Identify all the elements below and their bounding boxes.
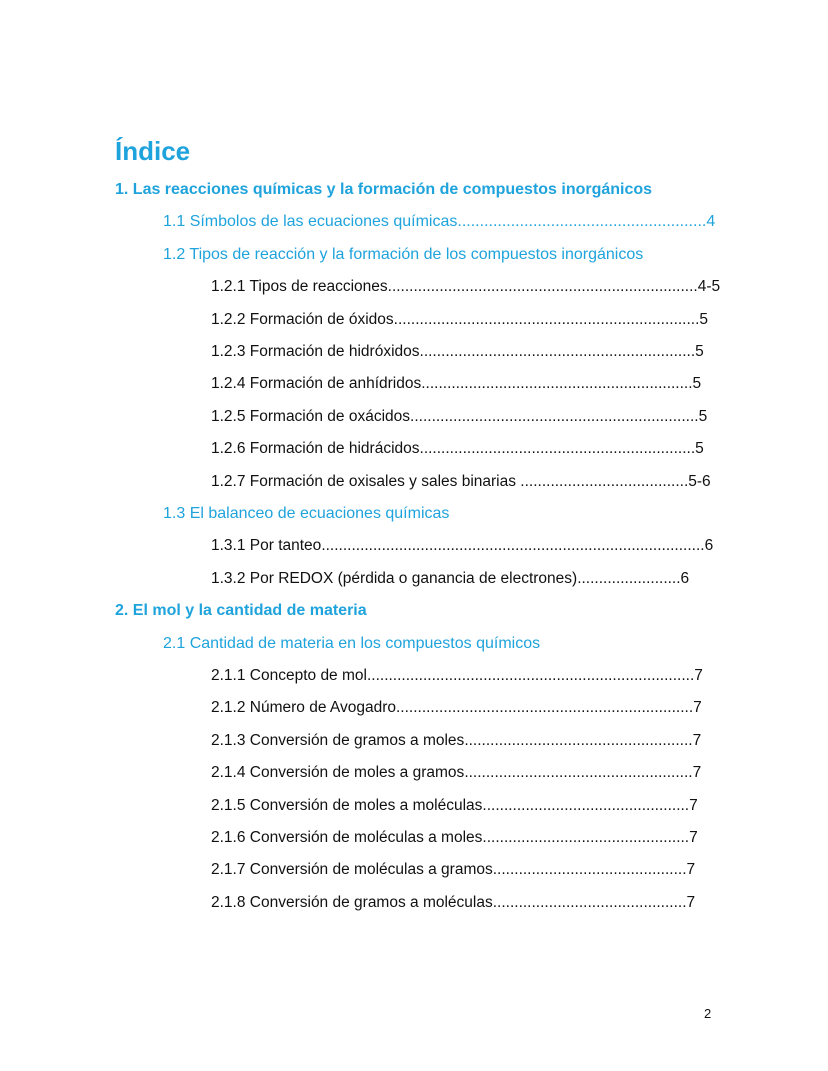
toc-entry-level-3 [211, 374, 701, 394]
toc-entry-text: 2.1.6 Conversión de moléculas a moles [211, 829, 483, 846]
toc-entry-level-2 [163, 212, 715, 232]
toc-entry-text: 2.1.1 Concepto de mol [211, 667, 367, 684]
toc-page-ref: 7 [692, 731, 702, 749]
toc-leader-dots: ............................................................................ [366, 667, 695, 684]
toc-page-ref: 5 [695, 343, 704, 360]
toc-page-ref: 7 [692, 764, 702, 782]
toc-page-ref: 7 [689, 829, 698, 846]
toc-page-ref: 6 [680, 569, 690, 587]
toc-page-ref: 5 [698, 407, 708, 425]
toc-entry-text: 1.2.3 Formación de hidróxidos [211, 343, 420, 360]
toc-entry-level-3 [211, 828, 698, 848]
toc-page-ref: 5 [699, 310, 709, 328]
toc-entry-level-2 [163, 634, 540, 654]
toc-entry-level-3 [211, 569, 689, 589]
toc-entry-level-3 [211, 472, 711, 492]
toc-leader-dots: ..................................................................... [395, 699, 694, 717]
toc-leader-dots: ........................ [577, 569, 681, 587]
toc-leader-dots: ....................................... [520, 472, 689, 490]
toc-page-ref: 4-5 [697, 278, 721, 296]
toc-page-ref: 5 [692, 375, 702, 393]
toc-entry-level-3 [211, 277, 720, 297]
toc-leader-dots: ................................................................ [419, 440, 696, 458]
toc-entry-level-2 [163, 245, 643, 265]
toc-leader-dots: ..................................................... [464, 764, 693, 782]
toc-entry-text: 2.1.8 Conversión de gramos a moléculas [211, 893, 493, 911]
toc-leader-dots: ............................................. [492, 893, 687, 911]
toc-entry-level-3 [211, 731, 701, 751]
toc-leader-dots: ..................................................... [464, 731, 693, 749]
toc-entry-level-3 [211, 698, 702, 718]
toc-leader-dots: ............................................................... [421, 375, 693, 393]
toc-leader-dots: ........................................................ [457, 213, 707, 231]
toc-leader-dots: ......................................................................................... [321, 537, 705, 555]
toc-entry-text: 1.2.4 Formación de anhídridos [211, 375, 422, 393]
toc-entry-text: 2.1.5 Conversión de moles a moléculas [211, 796, 483, 814]
toc-entry-text: 1.3.1 Por tanteo [211, 537, 322, 555]
toc-page-ref: 7 [689, 796, 698, 814]
toc-page-ref: 7 [694, 667, 703, 684]
toc-entry-text: 1.2.2 Formación de óxidos [211, 310, 394, 328]
toc-entry-text: 1.1 Símbolos de las ecuaciones químicas [163, 213, 458, 231]
toc-leader-dots: ....................................................................... [393, 310, 700, 328]
toc-page-ref: 6 [704, 537, 714, 555]
toc-entry-level-3 [211, 536, 713, 556]
toc-entry-text: 1.2.6 Formación de hidrácidos [211, 440, 420, 458]
toc-entry-level-3 [211, 342, 704, 362]
toc-entry-text: 2.1.3 Conversión de gramos a moles [211, 731, 465, 749]
toc-entry-level-3 [211, 439, 704, 459]
toc-leader-dots: ........................................................................ [387, 278, 698, 296]
toc-entry-text: 1. Las reacciones químicas y la formación de compuestos inorgánicos [115, 181, 653, 198]
toc-page-ref: 5-6 [688, 472, 711, 490]
toc-entry-text: 1.2.1 Tipos de reacciones [211, 278, 388, 296]
page-title: Índice [115, 136, 191, 166]
toc-entry-level-2 [163, 504, 449, 524]
toc-entry-level-3 [211, 893, 695, 913]
toc-entry-text: 2.1 Cantidad de materia en los compuestos químicos [163, 634, 541, 652]
toc-entry-level-1 [115, 180, 652, 200]
toc-page-ref: 7 [693, 699, 702, 717]
toc-leader-dots: ................................................ [482, 796, 690, 814]
toc-page-ref: 4 [706, 213, 716, 231]
toc-entry-text: 1.2 Tipos de reacción y la formación de los compuestos inorgánicos [163, 245, 644, 263]
toc-entry-level-3 [211, 796, 698, 816]
toc-page-ref: 7 [686, 861, 696, 879]
toc-page-ref: 5 [695, 440, 704, 458]
toc-entry-text: 2.1.7 Conversión de moléculas a gramos [211, 861, 493, 879]
page-number: 2 [704, 1006, 712, 1021]
toc-leader-dots: ................................................ [482, 829, 690, 846]
toc-entry-level-3 [211, 407, 707, 427]
toc-entry-text: 1.2.7 Formación de oxisales y sales binarias [211, 472, 521, 490]
toc-entry-text: 1.3 El balanceo de ecuaciones químicas [163, 505, 450, 522]
toc-entry-text: 2.1.4 Conversión de moles a gramos [211, 764, 465, 782]
toc-leader-dots: ................................................................... [410, 407, 699, 425]
toc-entry-text: 1.2.5 Formación de oxácidos [211, 407, 411, 425]
toc-entry-text: 2. El mol y la cantidad de materia [115, 602, 367, 620]
toc-leader-dots: ............................................. [492, 861, 687, 879]
toc-entry-text: 1.3.2 Por REDOX (pérdida o ganancia de electrones) [211, 569, 578, 587]
toc-entry-level-3 [211, 860, 695, 880]
toc-entry-level-3 [211, 763, 701, 783]
toc-entry-level-3 [211, 310, 708, 330]
toc-page-ref: 7 [686, 893, 696, 911]
toc-entry-level-1 [115, 601, 367, 621]
toc-leader-dots: ................................................................ [419, 343, 696, 360]
toc-entry-text: 2.1.2 Número de Avogadro [211, 699, 396, 717]
toc-entry-level-3 [211, 666, 703, 686]
